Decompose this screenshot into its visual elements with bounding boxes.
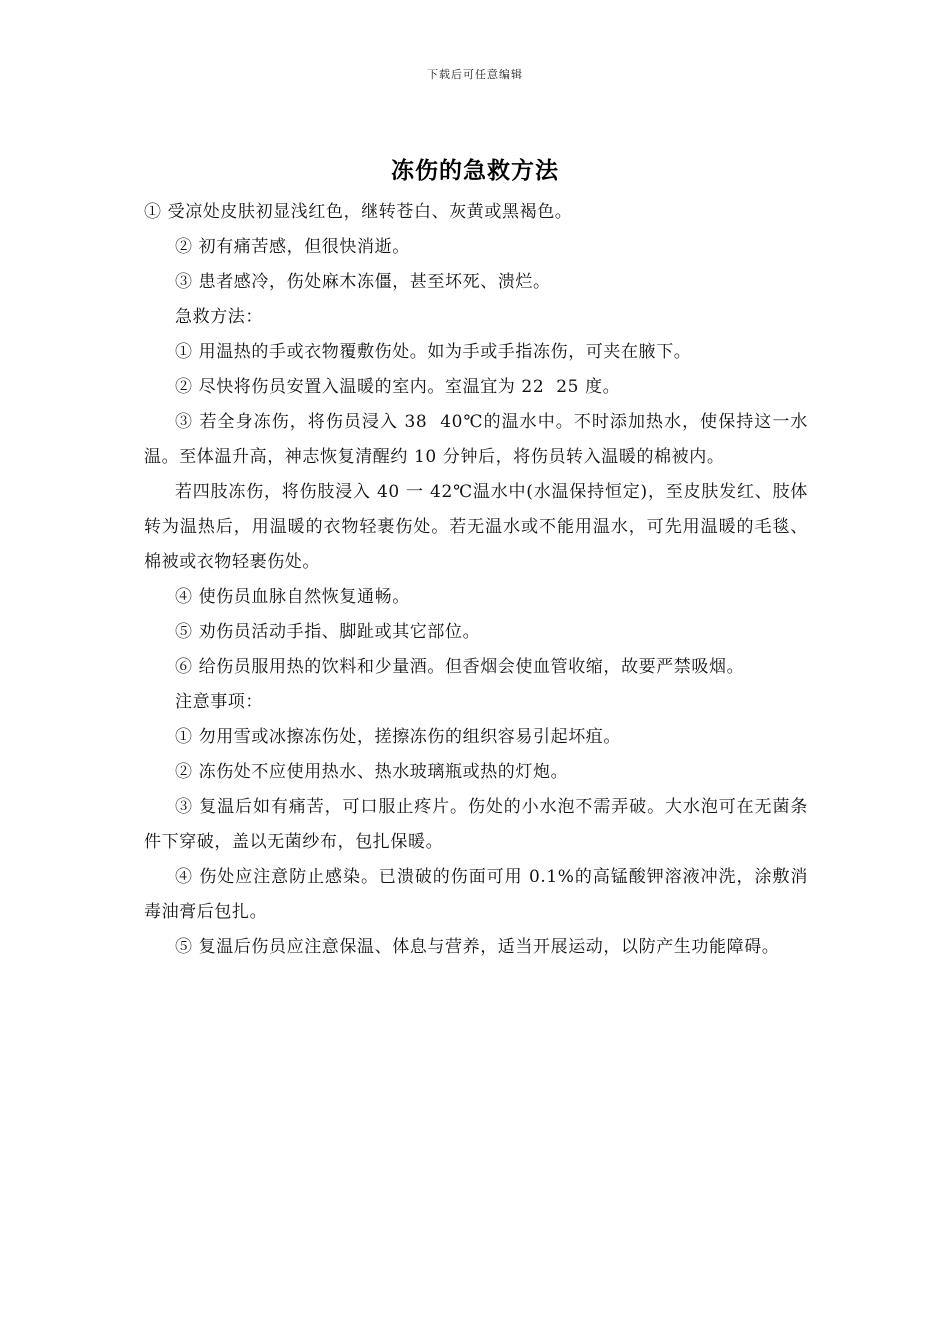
document-body — [144, 195, 808, 965]
paragraph: ④ 使伤员血脉自然恢复通畅。 — [175, 587, 410, 607]
paragraph: ③ 患者感冷，伤处麻木冻僵，甚至坏死、溃烂。 — [175, 272, 551, 292]
header-note: 下载后可任意编辑 — [427, 68, 523, 81]
section-heading: 注意事项： — [175, 692, 263, 712]
paragraph: ⑤ 复温后伤员应注意保温、体息与营养，适当开展运动，以防产生功能障碍。 — [175, 937, 780, 957]
paragraph: ⑤ 劝伤员活动手指、脚趾或其它部位。 — [175, 622, 481, 642]
paragraph: ① 用温热的手或衣物覆敷伤处。如为手或手指冻伤，可夹在腋下。 — [175, 342, 692, 362]
paragraph: ② 初有痛苦感，但很快消逝。 — [175, 237, 410, 257]
page-title: 冻伤的急救方法 — [391, 158, 559, 184]
paragraph: 若四肢冻伤，将伤肢浸入 40 一 42℃温水中(水温保持恒定)，至皮肤发红、肢体转为温热后，用温暖的衣物轻裹伤处。若无温水或不能用温水，可先用温暖的毛毯、棉被或衣物轻裹伤处。 — [144, 482, 808, 572]
paragraph: ① 受凉处皮肤初显浅红色，继转苍白、灰黄或黑褐色。 — [144, 202, 573, 222]
section-heading: 急救方法： — [175, 307, 263, 327]
paragraph: ② 冻伤处不应使用热水、热水玻璃瓶或热的灯炮。 — [175, 762, 569, 782]
paragraph: ② 尽快将伤员安置入温暖的室内。室温宜为 22 25 度。 — [175, 377, 621, 397]
paragraph: ④ 伤处应注意防止感染。已溃破的伤面可用 0.1%的高锰酸钾溶液冲洗，涂敷消毒油膏后包扎。 — [144, 867, 808, 922]
paragraph: ⑥ 给伤员服用热的饮料和少量酒。但香烟会使血管收缩，故要严禁吸烟。 — [175, 657, 745, 677]
paragraph: ③ 复温后如有痛苦，可口服止疼片。伤处的小水泡不需弄破。大水泡可在无菌条件下穿破，盖以无菌纱布，包扎保暖。 — [144, 797, 808, 852]
paragraph: ① 勿用雪或冰擦冻伤处，搓擦冻伤的组织容易引起坏疽。 — [175, 727, 622, 747]
paragraph: ③ 若全身冻伤，将伤员浸入 38 40℃的温水中。不时添加热水，使保持这一水温。至体温升高，神志恢复清醒约 10 分钟后，将伤员转入温暖的棉被内。 — [144, 412, 808, 467]
